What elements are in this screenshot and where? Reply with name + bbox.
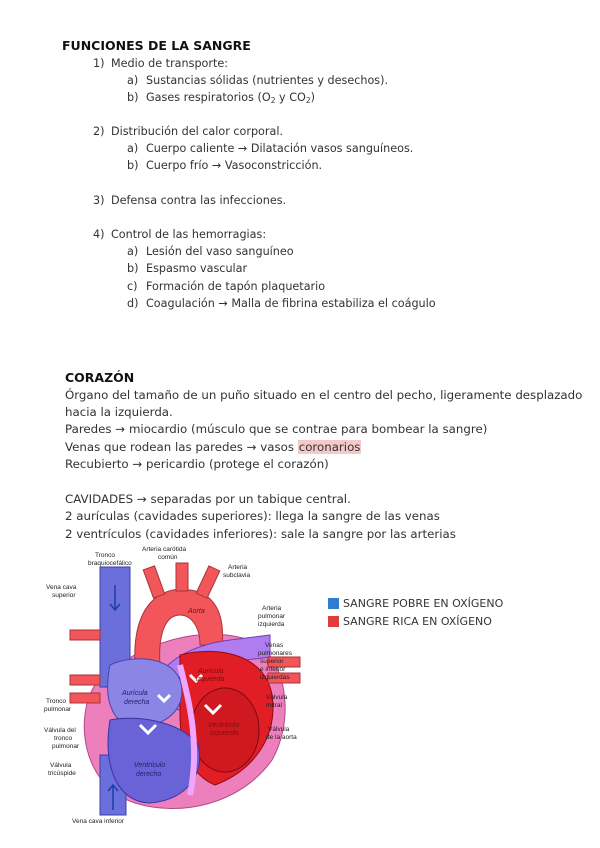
right-pulm-1 bbox=[70, 630, 100, 640]
aorta-branch-3 bbox=[196, 566, 220, 598]
label-pulm-izq: Arteria pulmonar izquierda bbox=[258, 605, 286, 628]
label-valv-tronco: Válvula del tronco pulmonar bbox=[44, 727, 80, 750]
item-4-num: 4) bbox=[93, 228, 105, 241]
label-venas-pulm: Venas pulmonares superior e inferior izquierdas bbox=[258, 642, 292, 681]
item-4-label: Control de las hemorragias: bbox=[111, 228, 267, 241]
item-4d-text: Coagulación → Malla de fibrina estabiliza el coágulo bbox=[146, 297, 436, 310]
label-vena-cava-sup: Vena cava superior bbox=[46, 584, 77, 599]
item-4b-letter: b) bbox=[127, 262, 139, 275]
label-carotida: Arteria carótida común bbox=[142, 546, 187, 561]
section-title-corazon: CORAZÓN bbox=[65, 370, 135, 385]
corazon-p5: CAVIDADES → separadas por un tabique central. bbox=[65, 492, 351, 506]
legend-label-pobre: SANGRE POBRE EN OXÍGENO bbox=[343, 597, 504, 610]
label-tronco-pulm: Tronco pulmonar bbox=[44, 698, 72, 713]
item-4b-text: Espasmo vascular bbox=[146, 262, 248, 275]
item-4d-letter: d) bbox=[127, 297, 139, 310]
item-4c-text: Formación de tapón plaquetario bbox=[146, 280, 326, 293]
item-2a-letter: a) bbox=[127, 142, 139, 155]
corazon-p4: Recubierto → pericardio (protege el corazón) bbox=[65, 457, 329, 471]
label-valv-aorta: Válvula de la aorta bbox=[266, 726, 297, 741]
aorta-branch-2 bbox=[176, 563, 188, 591]
item-4c-letter: c) bbox=[127, 280, 138, 293]
label-auricula-izq: Aurícula izquierda bbox=[196, 668, 225, 683]
item-2-num: 2) bbox=[93, 125, 105, 138]
item-1b-letter: b) bbox=[127, 91, 139, 104]
label-tronco-braq: Tronco braquiocefálico bbox=[88, 552, 132, 567]
corazon-p1a: Órgano del tamaño de un puño situado en el centro del pecho, ligeramente desplazado bbox=[65, 388, 583, 402]
item-2a-text: Cuerpo caliente → Dilatación vasos sanguíneos. bbox=[146, 142, 414, 155]
legend bbox=[328, 597, 503, 628]
legend-swatch-red bbox=[328, 616, 339, 627]
item-1a-text: Sustancias sólidas (nutrientes y desechos). bbox=[146, 74, 389, 87]
corazon-p2: Paredes → miocardio (músculo que se contrae para bombear la sangre) bbox=[65, 422, 488, 436]
legend-label-rica: SANGRE RICA EN OXÍGENO bbox=[343, 615, 492, 628]
legend-swatch-blue bbox=[328, 598, 339, 609]
label-vent-izq: Ventrículo izquierdo bbox=[208, 722, 240, 737]
corazon-p3: Venas que rodean las paredes → vasos coronarios bbox=[65, 440, 361, 454]
item-1b-text: Gases respiratorios ($O_2$ y $CO_2$) bbox=[146, 91, 315, 105]
label-auricula-der: Aurícula derecha bbox=[122, 690, 150, 706]
label-subclavia: Arteria subclavia bbox=[223, 564, 251, 579]
label-vent-der: Ventrículo derecho bbox=[134, 762, 166, 778]
section-title-funciones: FUNCIONES DE LA SANGRE bbox=[62, 38, 251, 53]
item-2b-text: Cuerpo frío → Vasoconstricción. bbox=[146, 159, 323, 172]
item-4a-text: Lesión del vaso sanguíneo bbox=[146, 245, 294, 258]
label-valv-mitral: Válvula mitral bbox=[266, 694, 288, 709]
item-1-label: Medio de transporte: bbox=[111, 57, 229, 70]
corazon-p1b: hacia la izquierda. bbox=[65, 405, 173, 419]
item-2-label: Distribución del calor corporal. bbox=[111, 125, 284, 138]
label-vena-cava-inf: Vena cava inferior bbox=[72, 818, 125, 825]
item-1a-letter: a) bbox=[127, 74, 139, 87]
item-4a-letter: a) bbox=[127, 245, 139, 258]
corazon-p7: 2 ventrículos (cavidades inferiores): sale la sangre por las arterias bbox=[65, 527, 456, 541]
corazon-p6: 2 aurículas (cavidades superiores): llega la sangre de las venas bbox=[65, 509, 440, 523]
item-2b-letter: b) bbox=[127, 159, 139, 172]
label-valv-tric: Válvula tricúspide bbox=[48, 762, 76, 777]
legend-item-pobre bbox=[328, 597, 503, 610]
right-pulm-2 bbox=[70, 675, 100, 685]
highlight-coronarios: coronarios bbox=[298, 440, 361, 454]
legend-item-rica bbox=[328, 615, 503, 628]
aorta-branch-1 bbox=[143, 566, 165, 598]
label-aorta: Aorta bbox=[188, 608, 205, 615]
right-pulm-3 bbox=[70, 693, 100, 703]
item-1-num: 1) bbox=[93, 57, 105, 70]
heart-diagram bbox=[40, 545, 320, 830]
item-3-num: 3) bbox=[93, 194, 105, 207]
item-3-label: Defensa contra las infecciones. bbox=[111, 194, 287, 207]
